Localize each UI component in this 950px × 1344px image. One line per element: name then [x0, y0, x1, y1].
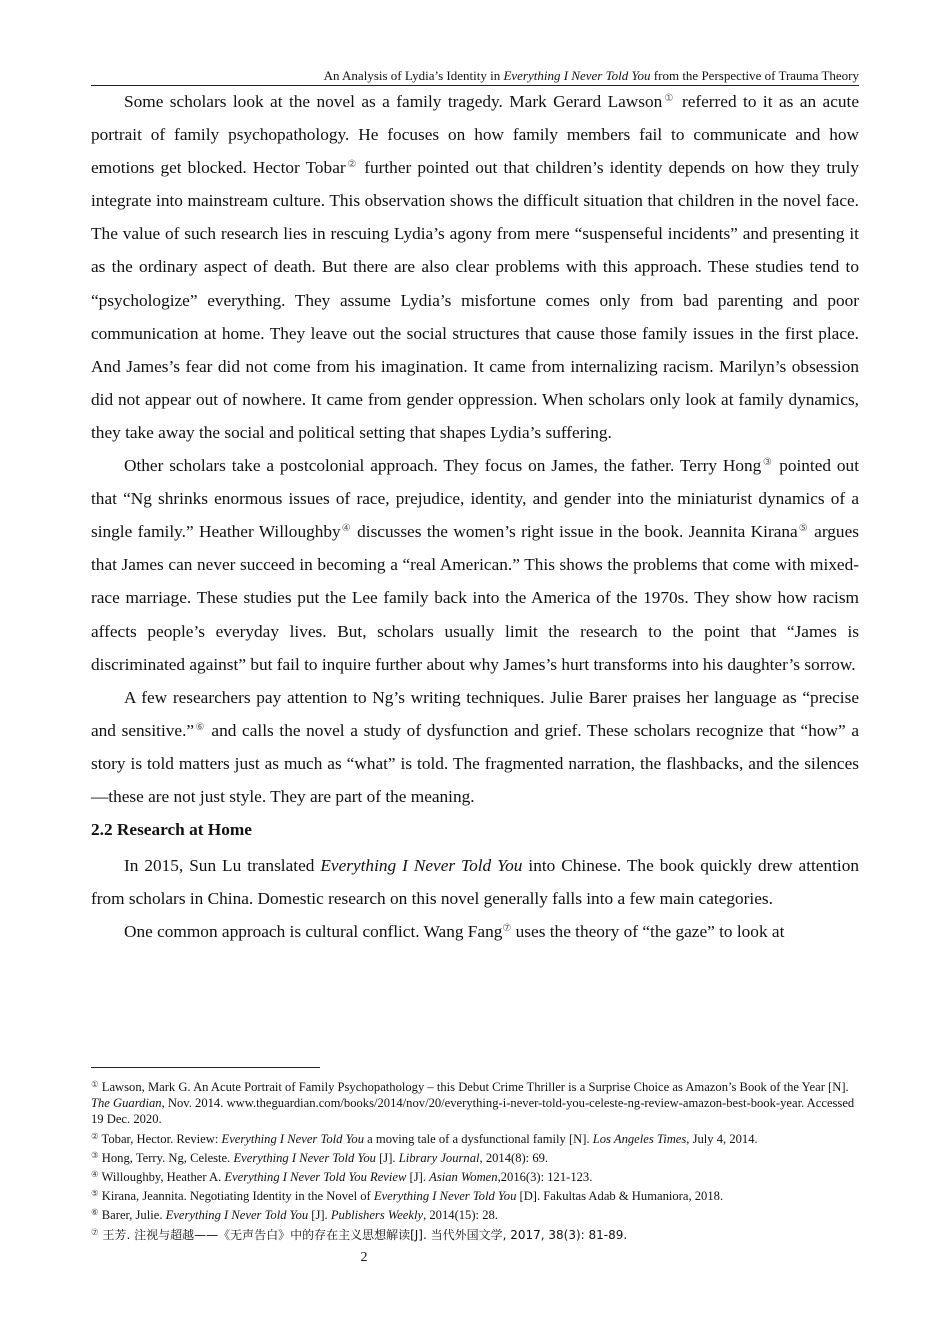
footnote-1 [91, 1079, 859, 1128]
footnote-number: ② [91, 1130, 99, 1141]
footnote-text: [J]. [308, 1208, 331, 1223]
footnote-text: [D]. Fakultas Adab & Humaniora, 2018. [516, 1189, 724, 1204]
footnote-book-title: Everything I Never Told You [165, 1208, 309, 1223]
paragraph-writing-techniques [91, 681, 859, 813]
paragraph-cultural-conflict [91, 915, 859, 948]
footnote-source: Los Angeles Times [592, 1131, 687, 1146]
paragraph-text: Other scholars take a postcolonial approach. They focus on James, the father. Terry Hong [124, 456, 762, 476]
footnote-number: ⑥ [91, 1207, 99, 1218]
footnote-7 [91, 1227, 859, 1243]
paragraph-text: and calls the novel a study of dysfunction and grief. These scholars recognize that “how” a story is told matters just as much as “what” is told. The fragmented narration, the flashbacks, and the silences—these are not just style. They are part of the meaning. [91, 720, 859, 806]
paragraph-text: further pointed out that children’s identity depends on how they truly integrate into mainstream culture. This observation shows the difficult situation that children in the novel face. The value of such research lies in rescuing Lydia’s agony from mere “suspenseful incidents” and presenting it as the ordinary aspect of death. But there are also clear problems with this approach. These studies tend to “psychologize” everything. They assume Lydia’s misfortune comes only from bad parenting and poor communication at home. They leave out the social structures that cause those family issues in the first place. And James’s fear did not come from his imagination. It came from internalizing racism. Marilyn’s obsession did not appear out of nowhere. It came from gender oppression. When scholars only look at family dynamics, they take away the social and political setting that shapes Lydia’s suffering. [91, 158, 859, 442]
footnote-ref-2[interactable]: ② [345, 159, 359, 171]
footnote-text: a moving tale of a dysfunctional family [N]. [364, 1131, 593, 1146]
running-header [91, 68, 859, 86]
section-heading: 2.2 Research at Home [91, 820, 252, 840]
footnote-ref-4[interactable]: ④ [340, 523, 352, 535]
footnote-text: 王芳. 注视与超越——《无声告白》中的存在主义思想解读[J]. 当代外国文学, 2017, 38(3): 81-89. [98, 1227, 628, 1242]
main-body [91, 85, 859, 948]
footnote-book-title: Everything I Never Told You [373, 1189, 517, 1204]
footnote-text: Hong, Terry. Ng, Celeste. [98, 1150, 234, 1165]
footnote-number: ① [91, 1079, 99, 1089]
paragraph-family-tragedy [91, 85, 859, 449]
footnote-number: ④ [91, 1169, 99, 1180]
footnote-number: ③ [91, 1149, 99, 1160]
footnote-text: Lawson, Mark G. An Acute Portrait of Family Psychopathology – this Debut Crime Thriller is a Surprise Choice as Amazon’s Book of the Year [N]. [98, 1080, 849, 1094]
footnote-text: Willoughby, Heather A. [98, 1170, 225, 1185]
header-text-before: An Analysis of Lydia’s Identity in [323, 68, 504, 83]
footnote-text: ,2016(3): 121-123. [497, 1170, 593, 1185]
footnote-source: Asian Women [429, 1170, 498, 1185]
footnote-text: Kirana, Jeannita. Negotiating Identity in the Novel of [98, 1189, 374, 1204]
book-title: Everything I Never Told You [320, 856, 523, 876]
paragraph-text: argues that James can never succeed in becoming a “real American.” This shows the problems that come with mixed-race marriage. These studies put the Lee family back into the America of the 1970s. They show how racism affects people’s everyday lives. But, scholars usually limit the research to the point that “James is discriminated against” but fail to inquire further about why James’s hurt transforms into his daughter’s sorrow. [91, 522, 859, 674]
footnote-5 [91, 1188, 859, 1204]
paragraph-text: pointed out that “Ng shrinks enormous issues of race, prejudice, identity, and gender into the miniaturist dynamics of a single family.” Heather Willoughby [91, 456, 859, 542]
footnote-ref-7[interactable]: ⑦ [502, 923, 512, 935]
footnote-separator [91, 1067, 320, 1068]
paragraph-text: into Chinese. The book quickly drew attention from scholars in China. Domestic research on this novel generally falls into a few main categories. [91, 856, 859, 909]
footnote-text: , Nov. 2014. www.theguardian.com/books/2014/nov/20/everything-i-never-told-you-celeste-ng-review-amazon-best-book-year. Accessed 19 Dec. 2020. [91, 1096, 855, 1127]
footnote-2 [91, 1131, 859, 1147]
footnote-book-title: Everything I Never Told You [233, 1150, 376, 1165]
footnote-text: , 2014(15): 28. [423, 1208, 498, 1223]
footnote-source: The Guardian [91, 1096, 162, 1111]
paragraph-text: In 2015, Sun Lu translated [124, 856, 321, 876]
footnote-ref-6[interactable]: ⑥ [194, 721, 206, 733]
footnote-3 [91, 1150, 859, 1166]
page-number: 2 [360, 1250, 368, 1265]
paragraph-text: Some scholars look at the novel as a family tragedy. Mark Gerard Lawson [124, 92, 663, 111]
footnote-text: , 2014(8): 69. [479, 1150, 549, 1165]
paragraph-text: referred to it as an acute portrait of family psychopathology. He focuses on how family members fail to communicate and how emotions get blocked. Hector Tobar [91, 92, 860, 178]
footnote-number: ⑦ [91, 1227, 99, 1238]
footnote-book-title: Everything I Never Told You [221, 1131, 365, 1146]
footnote-book-title: Everything I Never Told You Review [224, 1170, 407, 1185]
footnote-6 [91, 1207, 859, 1223]
footnote-text: Barer, Julie. [98, 1208, 166, 1223]
paragraph-translation [91, 849, 859, 915]
footnote-text: [J]. [406, 1170, 430, 1185]
footnote-ref-3[interactable]: ③ [761, 457, 774, 469]
footnote-text: , July 4, 2014. [686, 1131, 758, 1146]
paragraph-text: A few researchers pay attention to Ng’s writing techniques. Julie Barer praises her language as “precise and sensitive.” [91, 687, 859, 740]
footnote-text: [J]. [375, 1150, 399, 1165]
paragraph-text: One common approach is cultural conflict. Wang Fang [124, 922, 503, 942]
footnote-source: Publishers Weekly [330, 1208, 424, 1223]
paragraph-text: discusses the women’s right issue in the book. Jeannita Kirana [351, 522, 798, 542]
footnote-source: Library Journal [398, 1150, 480, 1165]
paragraph-text: uses the theory of “the gaze” to look at [511, 922, 785, 942]
paragraph-postcolonial [91, 449, 859, 681]
footnote-number: ⑤ [91, 1188, 99, 1199]
header-book-title: Everything I Never Told You [503, 68, 651, 83]
header-text-after: from the Perspective of Trauma Theory [650, 68, 859, 83]
footnote-4 [91, 1169, 859, 1185]
footnotes [91, 1079, 859, 1246]
footnote-text: Tobar, Hector. Review: [98, 1131, 222, 1146]
footnote-ref-1[interactable]: ① [662, 93, 676, 104]
footnote-ref-5[interactable]: ⑤ [797, 523, 809, 535]
